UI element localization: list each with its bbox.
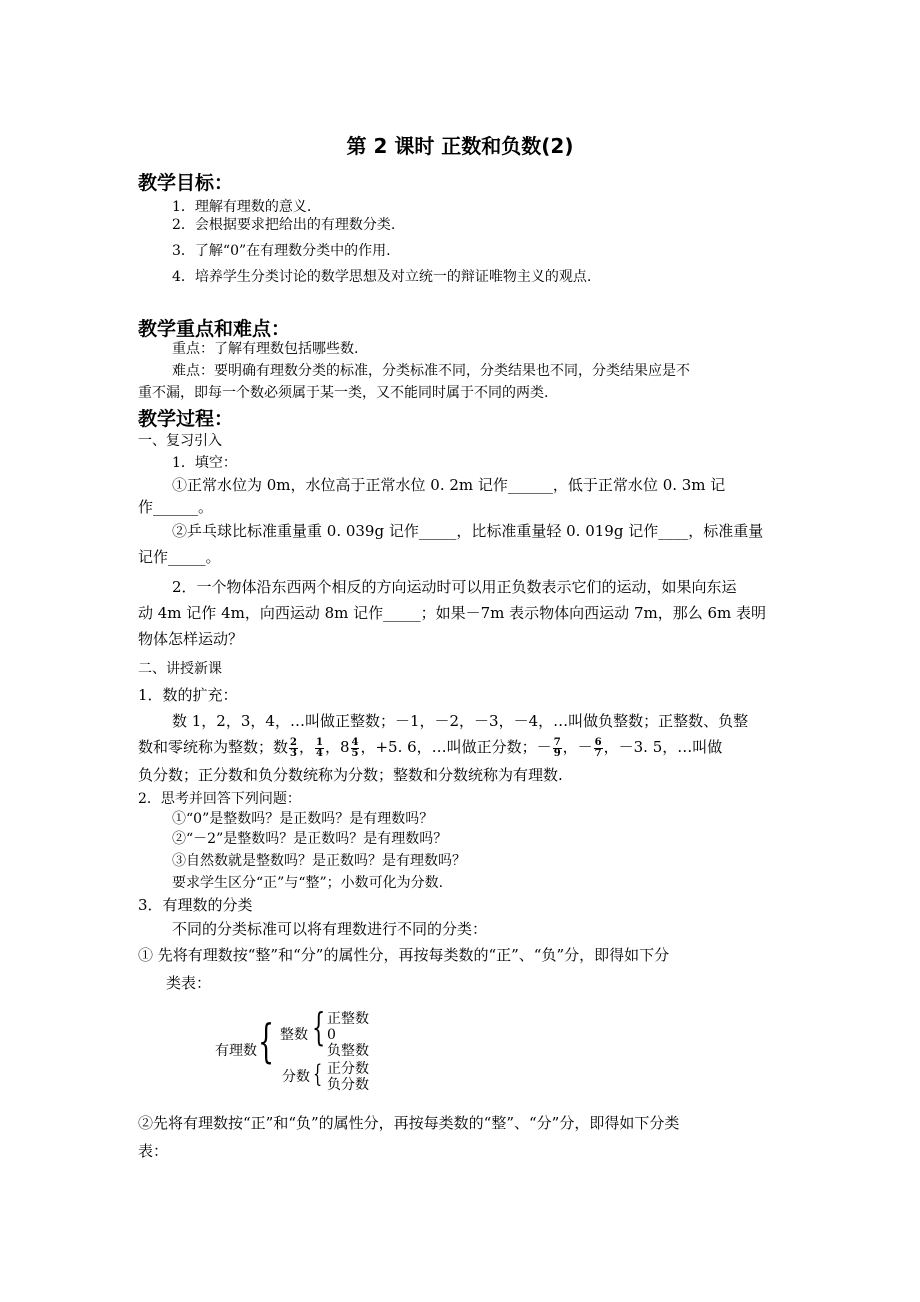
fraction-denominator: 5: [351, 747, 359, 759]
tree-int-negative: 负整数: [327, 1043, 369, 1059]
fraction: [351, 738, 360, 759]
objectives-heading: 教学目标：: [138, 172, 234, 194]
brace-icon: {: [258, 1014, 275, 1068]
objective-item: 2．会根据要求把给出的有理数分类.: [172, 217, 396, 233]
keypoints-heading: 教学重点和难点：: [138, 318, 291, 340]
fraction-denominator: 3: [290, 747, 297, 759]
text-segment: ，－: [562, 738, 593, 756]
objective-item: 4．培养学生分类讨论的数学思想及对立统一的辩证唯物主义的观点.: [172, 269, 592, 285]
method-1: ① 先将有理数按“整”和“分”的属性分，再按每类数的“正”、“负”分，即得如下分: [138, 946, 670, 964]
question-3-cont: 物体怎样运动？: [138, 630, 244, 648]
tree-root: 有理数: [215, 1043, 257, 1059]
fraction-denominator: 4: [316, 747, 323, 759]
fraction-denominator: 7: [594, 747, 602, 759]
extension-line-fractions: [138, 734, 722, 760]
classification-intro: 不同的分类标准可以将有理数进行不同的分类：: [172, 920, 488, 938]
question-1: ①正常水位为 0m，水位高于正常水位 0. 2m 记作______，低于正常水位 0. 3m 记: [172, 476, 726, 494]
fraction-numerator: 4: [351, 736, 359, 748]
tree-int-zero: 0: [327, 1027, 336, 1043]
text-segment: ，8: [324, 738, 350, 756]
fraction-denominator: 9: [553, 747, 561, 759]
process-heading: 教学过程：: [138, 408, 234, 430]
focus-text: 重点：了解有理数包括哪些数.: [172, 341, 359, 357]
fraction: [315, 738, 324, 759]
objective-item: 1．理解有理数的意义.: [172, 199, 312, 215]
fraction: [594, 738, 603, 759]
fraction-numerator: 6: [594, 736, 602, 748]
fraction: [553, 738, 562, 759]
question-3: 2．一个物体沿东西两个相反的方向运动时可以用正负数表示它们的运动，如果向东运: [172, 578, 737, 596]
think-item: ①“0”是整数吗？是正数吗？是有理数吗？: [172, 811, 434, 827]
page-title: 第 2 课时 正数和负数(2): [346, 134, 574, 158]
new-lesson-title: 二、讲授新课: [138, 661, 222, 677]
classification-title: 3．有理数的分类: [138, 896, 253, 914]
think-item: ③自然数就是整数吗？是正数吗？是有理数吗？: [172, 853, 466, 869]
review-title: 一、复习引入: [138, 433, 222, 449]
think-item: 要求学生区分“正”与“整”；小数可化为分数.: [172, 875, 444, 891]
fraction-numerator: 2: [290, 736, 297, 748]
extension-line: 数 1，2，3，4，…叫做正整数；－1，－2，－3，－4，…叫做负整数；正整数、负整: [172, 712, 749, 730]
text-segment: ，+5. 6，…叫做正分数；－: [360, 738, 552, 756]
tree-frac-negative: 负分数: [327, 1077, 369, 1093]
fill-title: 1．填空：: [172, 455, 237, 471]
think-item: ②“－2”是整数吗？是正数吗？是有理数吗？: [172, 831, 448, 847]
difficulty-text-cont: 重不漏，即每一个数必须属于某一类，又不能同时属于不同的两类.: [138, 385, 549, 401]
extension-line: 负分数；正分数和负分数统称为分数；整数和分数统称为有理数.: [138, 766, 563, 784]
method-2: ②先将有理数按“正”和“负”的属性分，再按每类数的“整”、“分”分，即得如下分类: [138, 1114, 680, 1132]
tree-int-positive: 正整数: [327, 1011, 369, 1027]
tree-fraction: 分数: [282, 1069, 310, 1085]
question-2: ②乒乓球比标准重量重 0. 039g 记作_____，比标准重量轻 0. 019g 记作____，标准重量: [172, 522, 764, 540]
method-1-cont: 类表：: [166, 974, 212, 992]
text-segment: ，: [298, 738, 314, 756]
objective-item: 3．了解“0”在有理数分类中的作用.: [172, 243, 391, 259]
question-1-cont: 作______。: [138, 498, 214, 516]
question-3-cont: 动 4m 记作 4m，向西运动 8m 记作_____；如果－7m 表示物体向西运动 7m，那么 6m 表明: [138, 604, 767, 622]
tree-frac-positive: 正分数: [327, 1061, 369, 1077]
brace-icon: {: [312, 1005, 326, 1049]
think-title: 2．思考并回答下列问题：: [138, 791, 301, 807]
text-segment: 数和零统称为整数；数: [138, 738, 289, 756]
text-segment: ，－3. 5，…叫做: [603, 738, 723, 756]
method-2-cont: 表：: [138, 1142, 169, 1160]
extension-title: 1．数的扩充：: [138, 686, 238, 704]
brace-icon: {: [313, 1060, 323, 1088]
fraction: [289, 738, 298, 759]
question-2-cont: 记作_____。: [138, 548, 221, 566]
fraction-numerator: 7: [553, 736, 561, 748]
fraction-numerator: 1: [316, 736, 323, 748]
tree-integer: 整数: [280, 1027, 308, 1043]
difficulty-text: 难点：要明确有理数分类的标准，分类标准不同，分类结果也不同，分类结果应是不: [172, 363, 690, 379]
